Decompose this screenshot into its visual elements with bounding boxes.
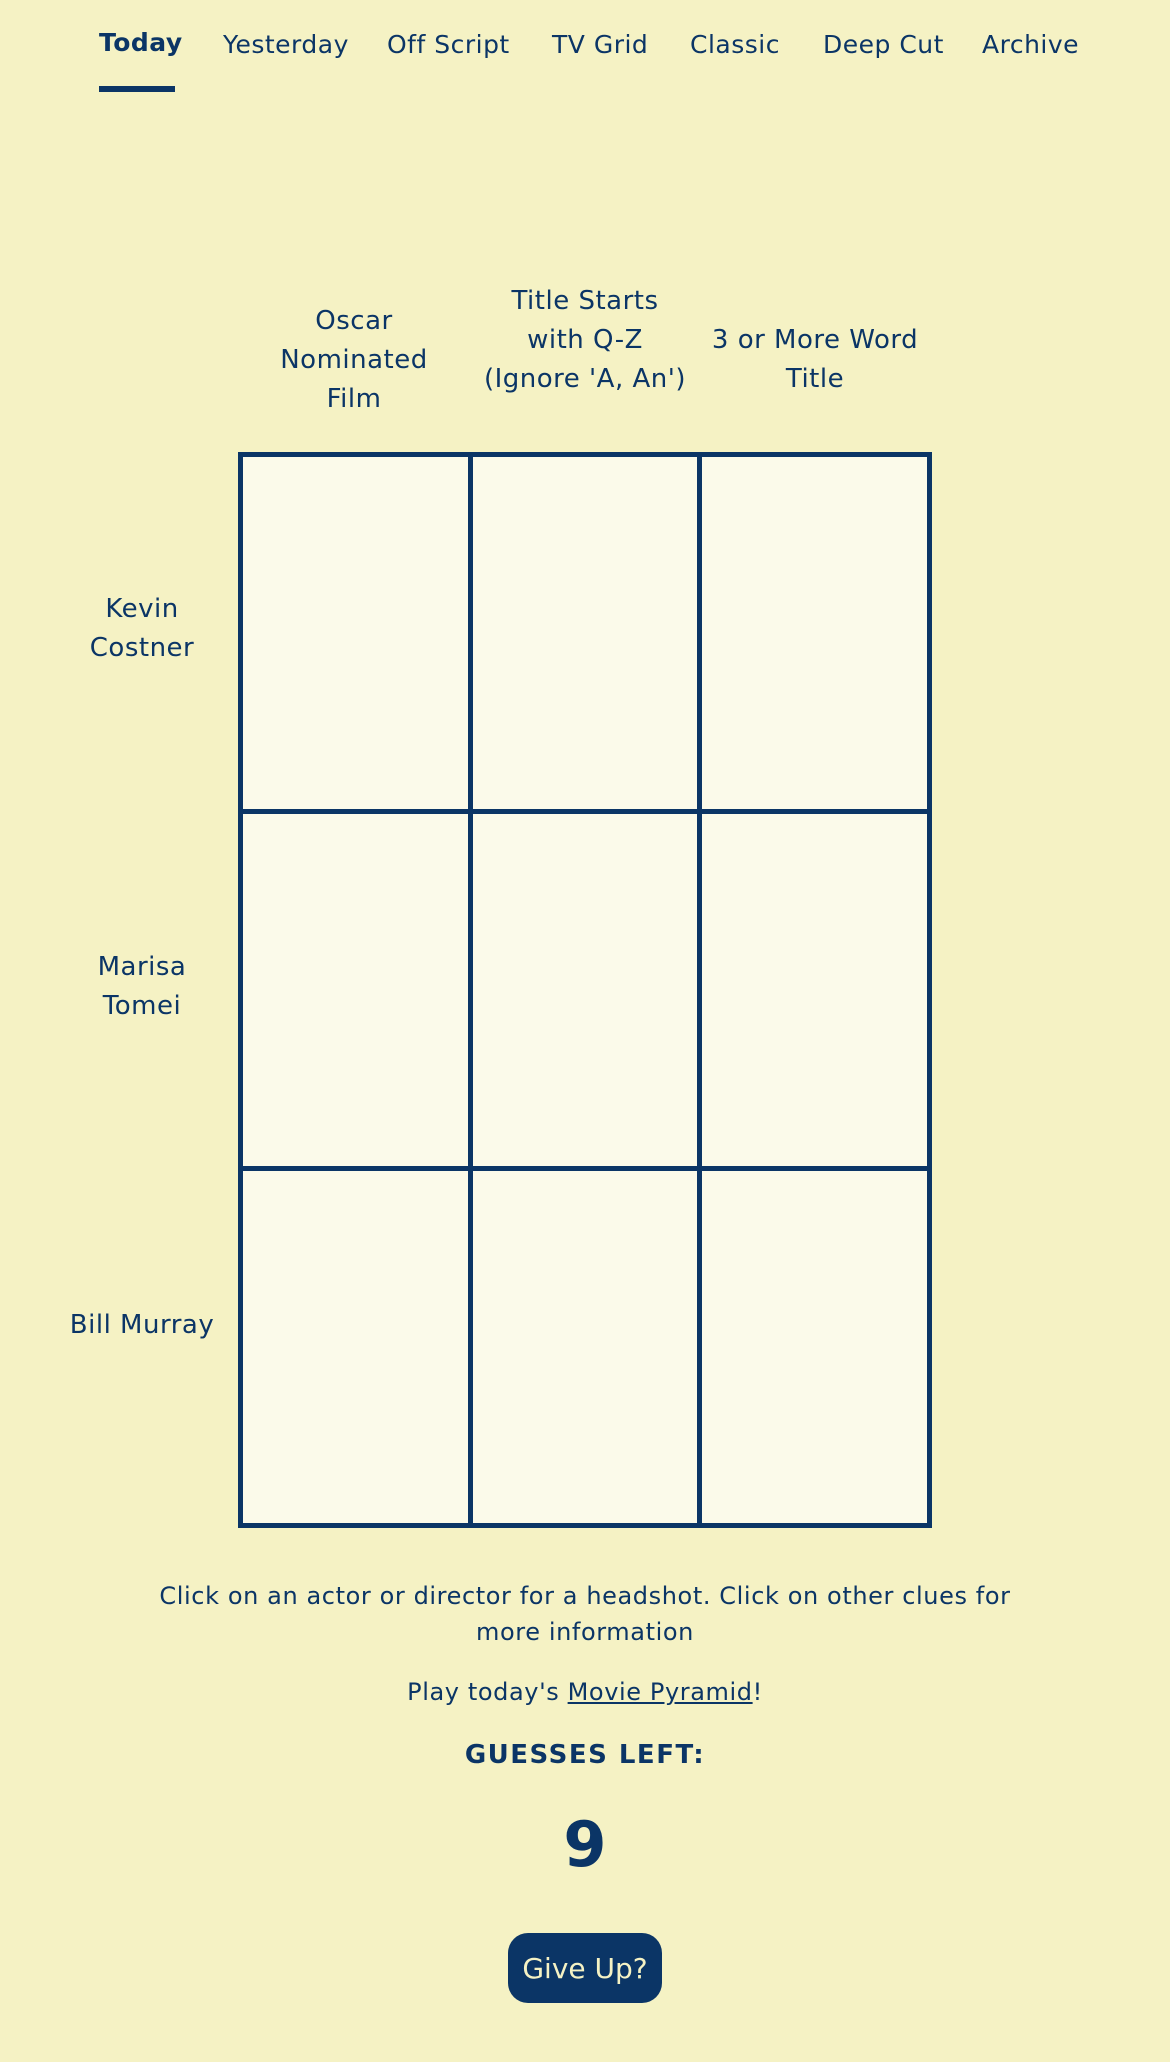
movie-pyramid-link[interactable]: Movie Pyramid [567, 1678, 753, 1706]
grid-cell-r3-c2[interactable] [473, 1171, 698, 1523]
grid-cell-r2-c3[interactable] [702, 814, 927, 1166]
column-header-title-q-z[interactable]: Title Starts with Q-Z (Ignore 'A, An') [483, 286, 687, 394]
tab-today[interactable]: Today [99, 28, 183, 57]
column-header-three-word-title[interactable]: 3 or More Word Title [711, 325, 919, 394]
tab-archive[interactable]: Archive [982, 30, 1080, 59]
grid-cell-r1-c2[interactable] [473, 457, 698, 809]
pyramid-suffix: ! [752, 1678, 763, 1706]
row-header-marisa-tomei[interactable]: Marisa Tomei [97, 952, 187, 1021]
tab-deep-cut[interactable]: Deep Cut [823, 30, 944, 59]
active-tab-indicator [99, 86, 175, 92]
tab-classic[interactable]: Classic [690, 30, 780, 59]
pyramid-prefix: Play today's [407, 1678, 568, 1706]
tab-yesterday[interactable]: Yesterday [223, 30, 349, 59]
grid-cell-r1-c1[interactable] [243, 457, 468, 809]
instructions-text: Click on an actor or director for a headshot. Click on other clues for more information [159, 1582, 1011, 1646]
tab-off-script[interactable]: Off Script [387, 30, 510, 59]
guesses-left-count: 9 [563, 1808, 607, 1881]
guesses-left-label: GUESSES LEFT: [464, 1740, 706, 1770]
nav-tabs [0, 0, 1170, 100]
give-up-button[interactable]: Give Up? [508, 1933, 662, 2003]
game-grid [238, 452, 932, 1528]
tab-tv-grid[interactable]: TV Grid [552, 30, 649, 59]
grid-cell-r2-c1[interactable] [243, 814, 468, 1166]
grid-cell-r3-c3[interactable] [702, 1171, 927, 1523]
grid-cell-r2-c2[interactable] [473, 814, 698, 1166]
row-header-bill-murray[interactable]: Bill Murray [69, 1310, 215, 1340]
row-header-kevin-costner[interactable]: Kevin Costner [89, 594, 195, 663]
grid-cell-r3-c1[interactable] [243, 1171, 468, 1523]
grid-cell-r1-c3[interactable] [702, 457, 927, 809]
column-header-oscar-nominated[interactable]: Oscar Nominated Film [280, 306, 428, 414]
pyramid-promo [0, 1674, 1170, 1710]
